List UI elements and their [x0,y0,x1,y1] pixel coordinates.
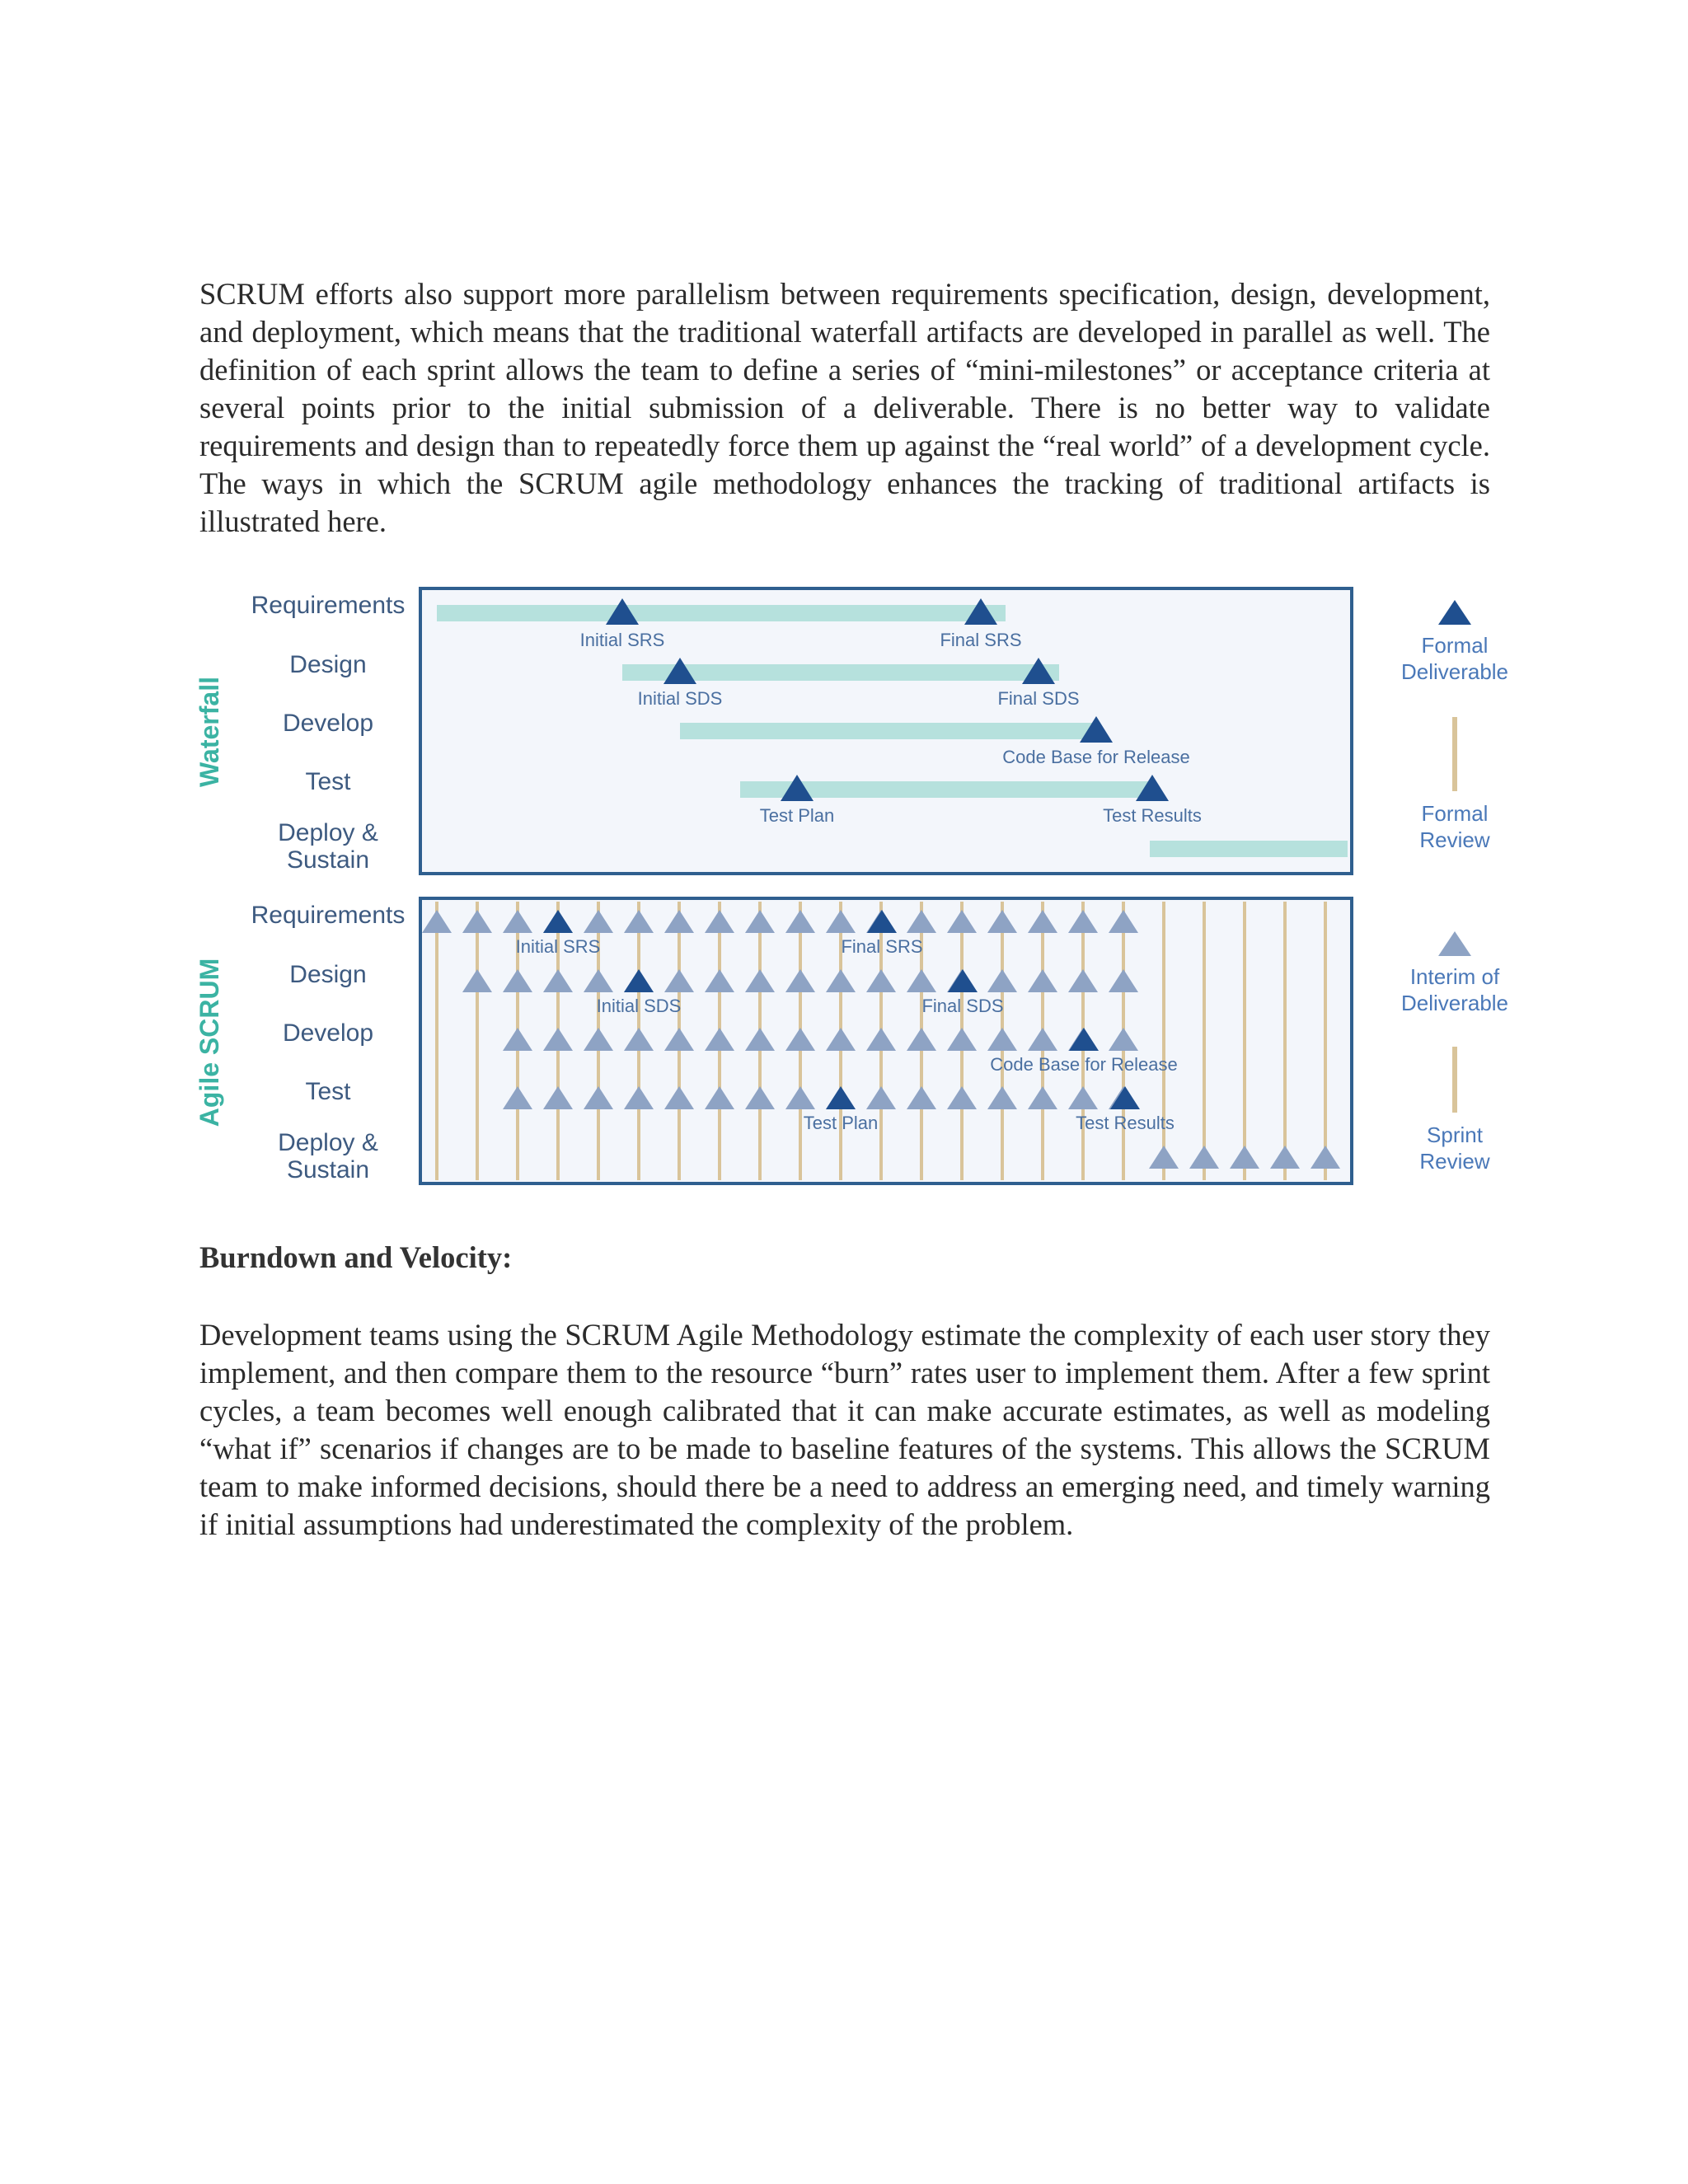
row-label-design: Design [289,651,367,678]
row-label-test: Test [305,1078,351,1105]
label-code-base: Code Base for Release [990,1054,1178,1075]
legend-formal-deliverable-2: Deliverable [1400,659,1509,684]
row-label-develop: Develop [282,1019,374,1047]
intro-paragraph: SCRUM efforts also support more parallelism between requirements specification, design, development, and deployment, which means that the traditional waterfall artifacts are developed in parallel as well. The definition of each sprint allows the team to define a series of “mini-milestones” or acceptance criteria at several points prior to the initial submission of a deliverable. There is no better way to validate requirements and design than to repeatedly force them up against the “real world” of a development cycle. The ways in which the SCRUM agile methodology enhances the tracking of traditional artifacts is illustrated here. [199,277,1490,538]
label-test-plan: Test Plan [803,1113,879,1133]
formal-deliverable-icon [1438,600,1471,625]
row-label-test: Test [305,768,351,795]
bar-deploy [1150,841,1348,857]
sprint-line [1324,902,1327,1180]
sprint-line [1283,902,1287,1180]
legend-formal-review-1: Formal [1421,801,1489,826]
label-final-sds: Final SDS [997,688,1080,709]
row-label-deploy: Deploy & [278,819,378,846]
sprint-line [1243,902,1246,1180]
scrum-row-labels [251,902,406,1183]
row-label-deploy: Deploy & [278,1129,378,1156]
bar-develop [680,723,1100,739]
legend-sprint-review-2: Review [1419,1149,1490,1174]
agile-scrum-label: Agile SCRUM [195,958,224,1127]
interim-deliverable-icon [1438,931,1471,956]
label-initial-sds: Initial SDS [596,996,682,1016]
label-test-results: Test Results [1076,1113,1175,1133]
legend-sprint-review-1: Sprint [1427,1122,1483,1147]
burndown-paragraph: Development teams using the SCRUM Agile Methodology estimate the complexity of each user story they implement, and then compare them to the resource “burn” rates user to implement them. After a few sprint cycles, a team becomes well enough calibrated that it can make accurate estimates, as well as modeling “what if” scenarios if changes are to be made to baseline features of the systems. This allows the SCRUM team to make informed decisions, should there be a need to address an emerging need, and timely warning if initial assumptions had underestimated the complexity of the problem. [199,1318,1490,1541]
section-heading: Burndown and Velocity: [199,1240,513,1274]
sprint-line [435,902,438,1180]
row-label-sustain: Sustain [286,1156,370,1183]
sprint-line [476,902,479,1180]
sprint-line [1162,902,1165,1180]
label-final-srs: Final SRS [940,630,1022,650]
waterfall-row-labels [251,592,406,874]
sprint-review-icon [1452,1047,1457,1113]
formal-review-icon [1452,717,1457,791]
legend-formal-deliverable-1: Formal [1421,633,1489,658]
label-initial-srs: Initial SRS [579,630,665,650]
label-test-plan: Test Plan [759,805,835,826]
legend-formal-review-2: Review [1419,827,1490,852]
label-initial-sds: Initial SDS [637,688,723,709]
label-final-srs: Final SRS [841,936,923,957]
waterfall-vs-scrum-diagram [190,577,1525,1203]
row-label-requirements: Requirements [251,902,406,929]
waterfall-label: Waterfall [195,677,224,787]
legend [1401,600,1508,1174]
legend-interim-2: Deliverable [1400,991,1509,1015]
label-final-sds: Final SDS [921,996,1004,1016]
label-test-results: Test Results [1103,805,1202,826]
label-initial-srs: Initial SRS [515,936,601,957]
row-label-develop: Develop [282,710,374,737]
bar-requirements [437,605,1006,621]
row-label-design: Design [289,961,367,988]
label-code-base: Code Base for Release [1002,747,1190,767]
row-label-sustain: Sustain [286,846,370,874]
sprint-line [1203,902,1206,1180]
row-label-requirements: Requirements [251,592,406,619]
legend-interim-1: Interim of [1409,964,1500,989]
